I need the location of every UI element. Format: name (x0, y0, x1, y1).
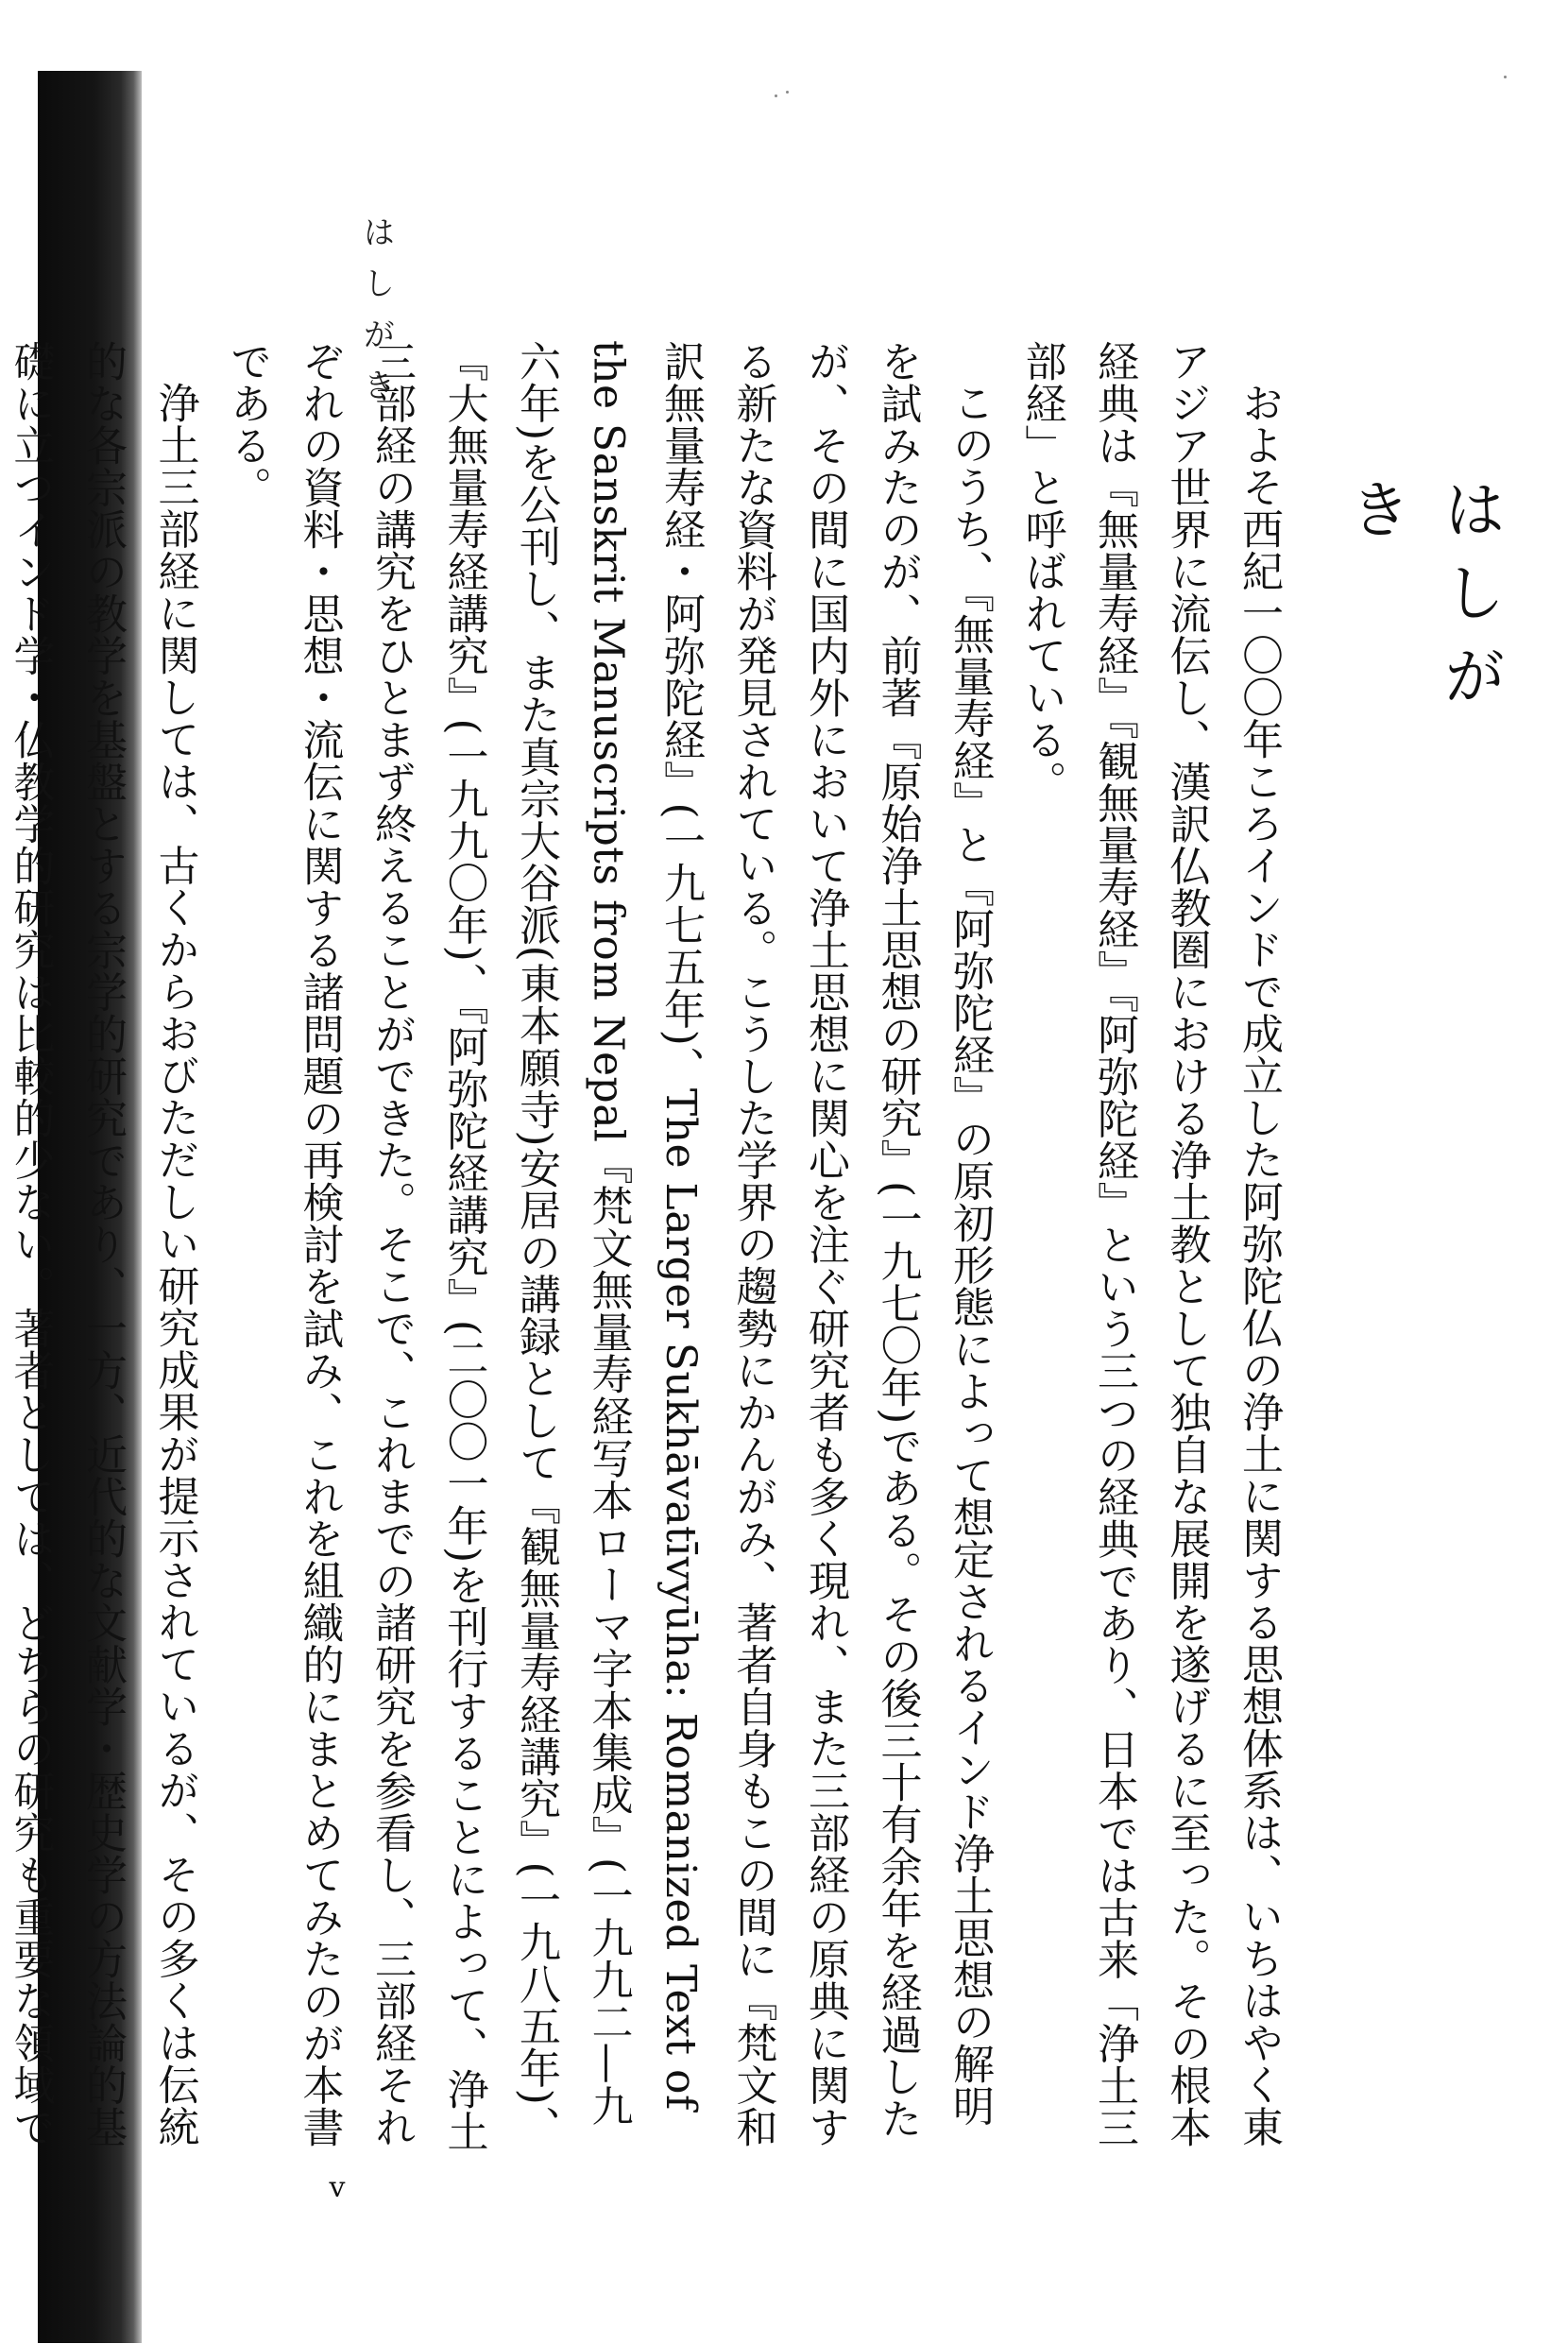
scan-speckle (786, 91, 789, 94)
paragraph-2: このうち、『無量寿経』と『阿弥陀経』の原初形態によって想定されるインド浄土思想の解明を試みたのが、前著『原始浄土思想の研究』(一九七〇年)である。その後三十有余年を経過したが、その間に国内外において浄土思想に関心を注ぐ研究者も多く現れ、また三部経の原典に関する新たな資料が発見されている。こうした学界の趨勢にかんがみ、著者自身もこの間に『梵文和訳無量寿経・阿弥陀経』(一九七五年)、The Larger Sukhāvatīvyūha: Romanized Text of the Sanskrit Manuscripts from Nepal『梵文無量寿経写本ローマ字本集成』(一九九二—九六年)を公刊し、また真宗大谷派(東本願寺)安居の講録として『観無量寿経講究』(一九八五年)、『大無量寿経講究』(一九九〇年)、『阿弥陀経講究』(二〇〇一年)を刊行することによって、浄土三部経の講究をひとまず終えることができた。そこで、これまでの諸研究を参看し、三部経それぞれの資料・思想・流伝に関する諸問題の再検討を試み、これを組織的にまとめてみたのが本書である。 (223, 340, 994, 2152)
body-text (6, 340, 1294, 2159)
scan-speckle (775, 94, 777, 97)
page-number: v (329, 2171, 346, 2204)
scan-speckle (1504, 76, 1507, 78)
paragraph-3: 浄土三部経に関しては、古くからおびただしい研究成果が提示されているが、その多くは伝統的な各宗派の教学を基盤とする宗学的研究であり、一方、近代的な文献学・歴史学の方法論的基礎に立つインド学・仏教学的研究は比較的少ない。著者としては、どちらの研究も重要な領域で (6, 340, 199, 2148)
paragraph-1: およそ西紀一〇〇年ころインドで成立した阿弥陀仏の浄土に関する思想体系は、いちはやく東アジア世界に流伝し、漢訳仏教圏における浄土教として独自な展開を遂げるに至った。その根本経典は『無量寿経』『観無量寿経』『阿弥陀経』という三つの経典であり、日本では古来「浄土三部経」と呼ばれている。 (1017, 340, 1283, 2148)
running-head: はしがき (357, 215, 395, 419)
chapter-title: はしがき (1338, 477, 1506, 727)
